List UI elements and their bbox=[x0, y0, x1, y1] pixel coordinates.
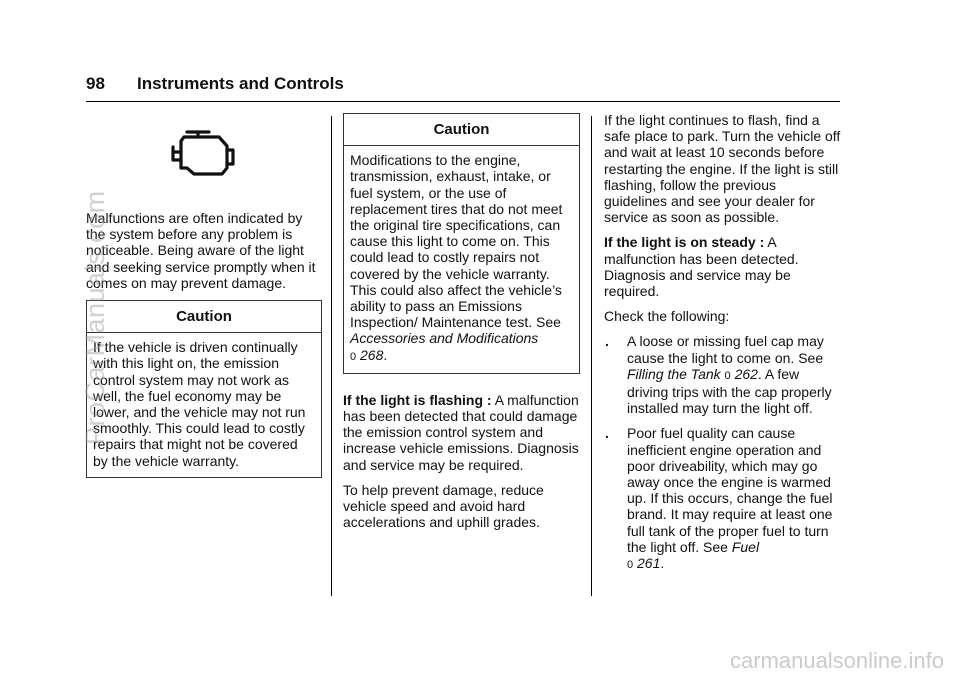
caution-box bbox=[343, 113, 580, 374]
cross-reference-link[interactable]: Accessories and Modifications bbox=[350, 330, 539, 347]
page-reference-icon: 0 bbox=[627, 559, 634, 572]
check-paragraph: Check the following: bbox=[604, 308, 730, 325]
column-left bbox=[86, 210, 322, 478]
check-list bbox=[604, 333, 842, 573]
caution-body: Modifications to the engine, transmission, exhaust, intake, or fuel system, or the use of replacement tires that do not meet the original tire specifications, can cause this light to come on. This could lead to costly repairs not covered by the vehicle warranty. This could also affect the vehicle’s ability to pass an Emissions Inspection/ Maintenance test. See Accessories and Modifications 0 268. bbox=[350, 152, 563, 363]
side-watermark: ProCarManuals.com bbox=[80, 190, 110, 445]
column-right bbox=[604, 112, 842, 582]
page-reference-number[interactable]: 262 bbox=[734, 365, 758, 382]
page-reference-icon: 0 bbox=[350, 350, 357, 363]
steady-label: If the light is on steady : bbox=[604, 234, 765, 251]
list-item bbox=[604, 425, 842, 573]
list-item-text: A loose or missing fuel cap may cause the light to come on. See bbox=[627, 333, 824, 366]
steady-paragraph bbox=[604, 234, 842, 299]
column-divider bbox=[331, 116, 332, 596]
page-header bbox=[86, 71, 840, 102]
prevent-paragraph: To help prevent damage, reduce vehicle speed and avoid hard accelerations and uphill grades. bbox=[343, 481, 544, 531]
section-title: Instruments and Controls bbox=[137, 74, 344, 93]
page-reference-number[interactable]: 261 bbox=[637, 555, 661, 572]
page-reference-icon: 0 bbox=[724, 369, 731, 382]
caution-box bbox=[86, 300, 322, 478]
column-middle bbox=[343, 113, 580, 539]
list-item-text: Poor fuel quality can cause inefficient engine operation and poor driveability, which may go away once the engine is warmed up. If this occurs, change the fuel brand. It may require at least one full tank of the proper fuel to turn the light off. See bbox=[627, 425, 833, 555]
continue-paragraph: If the light continues to flash, find a safe place to park. Turn the vehicle off and wait at least 10 seconds before restarting the engine. If the light is still flashing, follow the previous guidelines and see your dealer for service as soon as possible. bbox=[604, 112, 841, 226]
caution-text: Modifications to the engine, transmission, exhaust, intake, or fuel system, or the use of replacement tires that do not meet the original tire specifications, can cause this light to come on. This could lead to costly repairs not covered by the vehicle warranty. This could also affect the vehicle’s ability to pass an Emissions Inspection/ Maintenance test. See bbox=[350, 152, 563, 331]
flashing-label: If the light is flashing : bbox=[343, 391, 492, 408]
flashing-paragraph bbox=[343, 392, 580, 473]
flashing-text: A malfunction has been detected that could damage the emission control system and increase vehicle emissions. Diagnosis and service may be required. bbox=[343, 391, 579, 473]
page-number: 98 bbox=[86, 74, 105, 93]
list-item-text: . bbox=[660, 555, 665, 572]
steady-text: A malfunction has been detected. Diagnosis and service may be required. bbox=[604, 234, 799, 300]
cross-reference-link[interactable]: Filling the Tank bbox=[627, 365, 721, 382]
intro-paragraph: Malfunctions are often indicated by the system before any problem is noticeable. Being aware of the light and seeking service promptly when it comes on may prevent damage. bbox=[86, 210, 316, 291]
cross-reference-link[interactable]: Fuel bbox=[731, 538, 760, 555]
column-divider bbox=[591, 116, 592, 596]
bullet-icon: . bbox=[605, 425, 609, 442]
page-reference-number[interactable]: 268 bbox=[360, 346, 384, 363]
caution-title: Caution bbox=[344, 114, 579, 146]
engine-icon bbox=[170, 128, 236, 178]
caution-title: Caution bbox=[87, 301, 321, 333]
footer-watermark: carmanualsonline.info bbox=[729, 648, 944, 673]
list-item bbox=[604, 333, 842, 416]
list-item-text: . A few driving trips with the cap properly installed may turn the light off. bbox=[627, 365, 832, 417]
caution-body: If the vehicle is driven continually with this light on, the emission control system may not work as well, the fuel economy may be lower, and the vehicle may not run smoothly. This could lead to costly repairs that might not be covered by the vehicle warranty. bbox=[93, 339, 306, 469]
bullet-icon: . bbox=[605, 333, 609, 350]
